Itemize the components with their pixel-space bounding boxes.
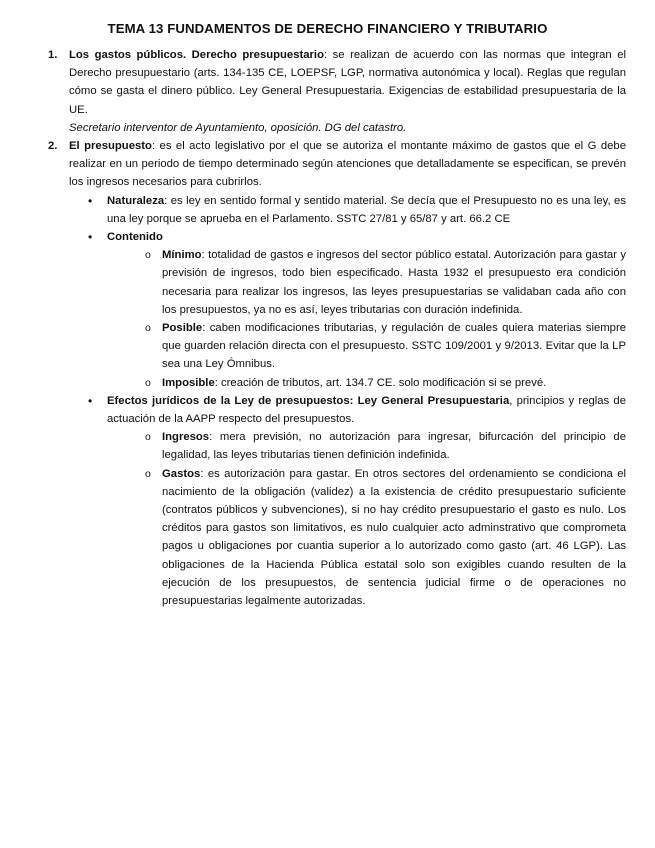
- section-1-heading: Los gastos públicos. Derecho presupuestario: [69, 49, 324, 61]
- ingresos-text: : mera previsión, no autorización para ingresar, bifurcación del principio de legalidad, las leyes tributarias tienen definición indefinida.: [162, 431, 626, 462]
- bullet-naturaleza: [86, 192, 626, 228]
- gastos-label: Gastos: [162, 467, 201, 480]
- contenido-paragraph: [107, 228, 626, 246]
- ingresos-label: Ingresos: [162, 431, 210, 444]
- section-2: [48, 137, 626, 192]
- minimo-paragraph: [162, 246, 626, 319]
- sub-bullet-icon: o: [145, 322, 151, 335]
- section-2-paragraph: [69, 137, 626, 192]
- imposible-text: : creación de tributos, art. 134.7 CE. solo modificación si se prevé.: [214, 376, 547, 389]
- sub-bullet-icon: o: [145, 431, 151, 444]
- imposible-paragraph: [162, 374, 626, 392]
- sub-item-imposible: [145, 374, 626, 392]
- sub-bullet-icon: o: [145, 467, 151, 480]
- minimo-label: Mínimo: [162, 249, 202, 262]
- section-1-number: 1.: [48, 49, 58, 61]
- naturaleza-label: Naturaleza: [107, 194, 165, 207]
- ingresos-paragraph: [162, 428, 626, 464]
- document-title: TEMA 13 FUNDAMENTOS DE DERECHO FINANCIERO Y TRIBUTARIO: [107, 21, 548, 36]
- posible-text: : caben modificaciones tributarias, y regulación de cuales quiera materias siempre que guarden relación directa con el presupuesto. SSTC 109/2001 y 9/2013. Evitar que la LP sea una Ley Ómnibus.: [162, 322, 626, 371]
- sub-item-minimo: [145, 246, 626, 319]
- contenido-label: Contenido: [107, 231, 163, 244]
- naturaleza-paragraph: [107, 192, 626, 228]
- bullet-efectos: [86, 392, 626, 610]
- posible-label: Posible: [162, 322, 203, 335]
- efectos-label: Efectos jurídicos de la Ley de presupuestos: Ley General Presupuestaria: [107, 394, 510, 407]
- bullet-icon: •: [88, 393, 93, 408]
- posible-paragraph: [162, 319, 626, 374]
- minimo-text: : totalidad de gastos e ingresos del sector público estatal. Autorización para gastar y previsión de ingresos, todo bien especificado. Hasta 1932 el presupuesto era condición necesaria para realizar los ingresos, las leyes presupuestarias se validaban cada año con los presupuestos, ya no es así, leyes tributarias con duración indefinida.: [162, 249, 626, 316]
- bullet-icon: •: [88, 193, 93, 208]
- sub-bullet-icon: o: [145, 249, 151, 262]
- document-body: [48, 46, 626, 610]
- sub-item-ingresos: [145, 428, 626, 464]
- efectos-text: , principios y reglas de actuación de la AAPP respecto del presupuestos.: [107, 394, 626, 426]
- section-2-text: : es el acto legislativo por el que se autoriza el montante máximo de gastos que el G debe realizar en un periodo de tiempo determinado según atenciones que detalladamente se especifican, se prevén los ingresos necesarios para cubrirlos.: [69, 140, 626, 189]
- section-1-text: : se realizan de acuerdo con las normas que integran el Derecho presupuestario (arts. 134-135 CE, LOEPSF, LGP, normativa autonómica y local). Reglas que regulan cómo se gasta el dinero público. Ley General Presupuestaria. Exigencias de estabilidad presupuestaria de la UE.: [69, 49, 626, 116]
- sub-item-gastos: [145, 465, 626, 611]
- gastos-text: : es autorización para gastar. En otros sectores del ordenamiento se condiciona el nacimiento de la obligación (validez) a la existencia de crédito presupuestario suficiente (contratos públicos y subvenciones), si no hay crédito presupuestario el gasto es nulo. Los créditos para gastos son limitativos, es nulo cualquier acto adminstrativo que comprometa pagos u obligaciones por cuantia superior a lo autorizado como gasto (art. 46 LGP). Las obligaciones de la Hacienda Pública estatal solo son exigibles cuando resulten de la ejecución de los presupuestos, de sentencia judicial firme o de operaciones no presupuestarias legalmente autorizadas.: [162, 467, 626, 608]
- bullet-contenido: [86, 228, 626, 392]
- section-2-heading: El presupuesto: [69, 140, 152, 153]
- gastos-paragraph: [162, 465, 626, 611]
- section-1: [48, 46, 626, 137]
- bullet-icon: •: [88, 230, 93, 245]
- efectos-paragraph: [107, 392, 626, 428]
- imposible-label: Imposible: [162, 376, 215, 389]
- section-1-paragraph: [69, 46, 626, 119]
- sub-item-posible: [145, 319, 626, 374]
- naturaleza-text: : es ley en sentido formal y sentido material. Se decía que el Presupuesto no es una ley, es una ley porque se aprueba en el Parlamento. SSTC 27/81 y 65/87 y art. 66.2 CE: [107, 194, 626, 225]
- section-2-number: 2.: [48, 140, 58, 153]
- section-1-note: Secretario interventor de Ayuntamiento, oposición. DG del catastro.: [69, 121, 407, 134]
- sub-bullet-icon: o: [145, 376, 151, 389]
